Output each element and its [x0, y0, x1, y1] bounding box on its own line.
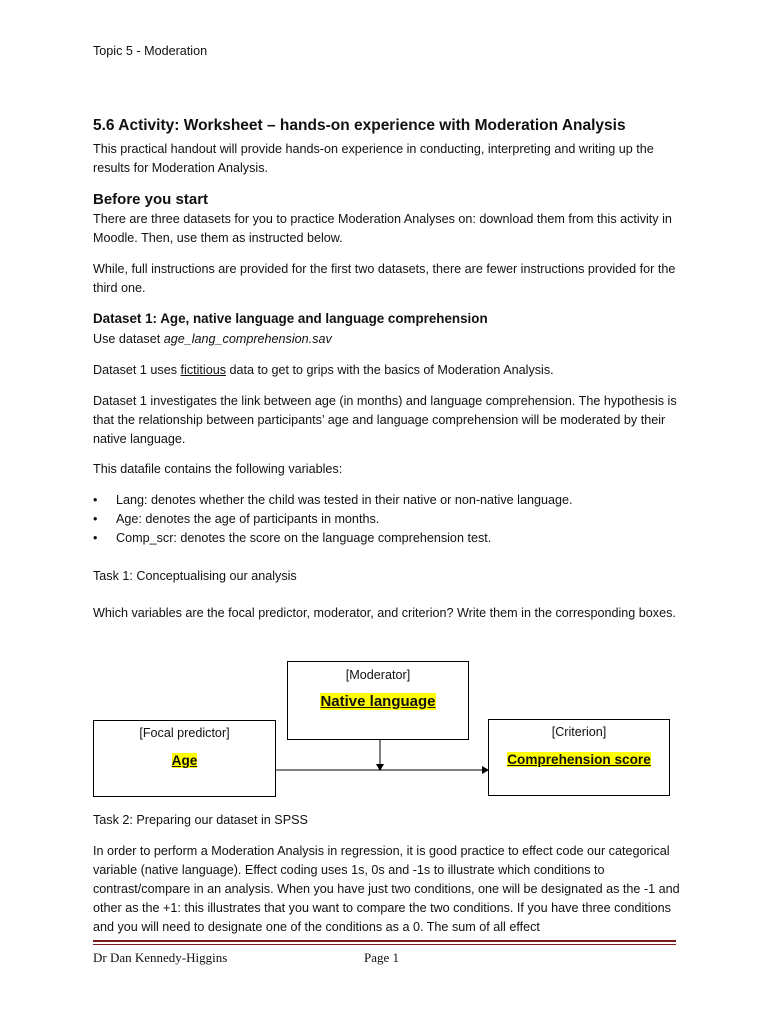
fict-prefix: Dataset 1 uses	[93, 363, 181, 377]
task1-heading: Task 1: Conceptualising our analysis	[93, 569, 297, 583]
moderator-box[interactable]	[287, 661, 469, 740]
bullet: •	[93, 531, 98, 545]
footer-page-number: Page 1	[364, 950, 400, 965]
dataset-filename: age_lang_comprehension.sav	[163, 332, 332, 346]
dataset1-contains: This datafile contains the following variables:	[93, 462, 343, 476]
before-paragraph-1: There are three datasets for you to practice Moderation Analyses on: download them from this activity in Moodle. Then, use them as instructed below.	[93, 212, 672, 245]
page-title: 5.6 Activity: Worksheet – hands-on experience with Moderation Analysis	[93, 117, 626, 134]
criterion-label: [Criterion]	[551, 725, 607, 739]
page-header: Topic 5 - Moderation	[93, 44, 208, 58]
intro-paragraph: This practical handout will provide hands-on experience in conducting, interpreting and writing up the results for Moderation Analysis.	[93, 142, 654, 175]
task1-question: Which variables are the focal predictor, moderator, and criterion? Write them in the corresponding boxes.	[93, 606, 676, 620]
list-item: • Lang: denotes whether the child was tested in their native or non-native language.	[93, 491, 683, 510]
use-prefix: Use dataset	[93, 332, 164, 346]
before-paragraph-2: While, full instructions are provided for the first two datasets, there are fewer instructions provided for the third one.	[93, 262, 676, 295]
footer-divider-thin	[93, 944, 676, 945]
list-item: • Age: denotes the age of participants in months.	[93, 510, 683, 529]
fict-word: fictitious	[180, 363, 227, 377]
focal-value: Age	[171, 753, 198, 768]
dataset1-investigates: Dataset 1 investigates the link between age (in months) and language comprehension. The hypothesis is that the relationship between participants’ age and language comprehension will be moderated by their native language.	[93, 394, 677, 446]
criterion-box[interactable]	[488, 719, 670, 796]
moderator-label: [Moderator]	[345, 668, 411, 682]
task2-text: In order to perform a Moderation Analysis in regression, it is good practice to effect code our categorical variable (native language). Effect coding uses 1s, 0s and -1s to illustrate which conditions to contrast/compare in an analysis. When you have just two conditions, one will be designated as the -1 and other as the +1: this illustrates that you want to compare the two conditions. If you have three conditions and you will need to designate one of the conditions as a 0. The sum of all effect	[93, 844, 680, 934]
focal-predictor-box[interactable]	[93, 720, 276, 797]
task2-heading: Task 2: Preparing our dataset in SPSS	[93, 813, 308, 827]
bullet: •	[93, 493, 98, 507]
bullet: •	[93, 512, 98, 526]
moderator-value: Native language	[320, 693, 436, 710]
criterion-value: Comprehension score	[507, 752, 651, 767]
footer-author: Dr Dan Kennedy-Higgins	[93, 950, 228, 965]
dataset1-heading: Dataset 1: Age, native language and language comprehension	[93, 311, 488, 326]
fict-suffix: data to get to grips with the basics of Moderation Analysis.	[226, 363, 554, 377]
list-item: • Comp_scr: denotes the score on the language comprehension test.	[93, 529, 683, 548]
before-heading: Before you start	[93, 191, 209, 208]
focal-label: [Focal predictor]	[139, 726, 230, 740]
footer-divider	[93, 940, 676, 942]
